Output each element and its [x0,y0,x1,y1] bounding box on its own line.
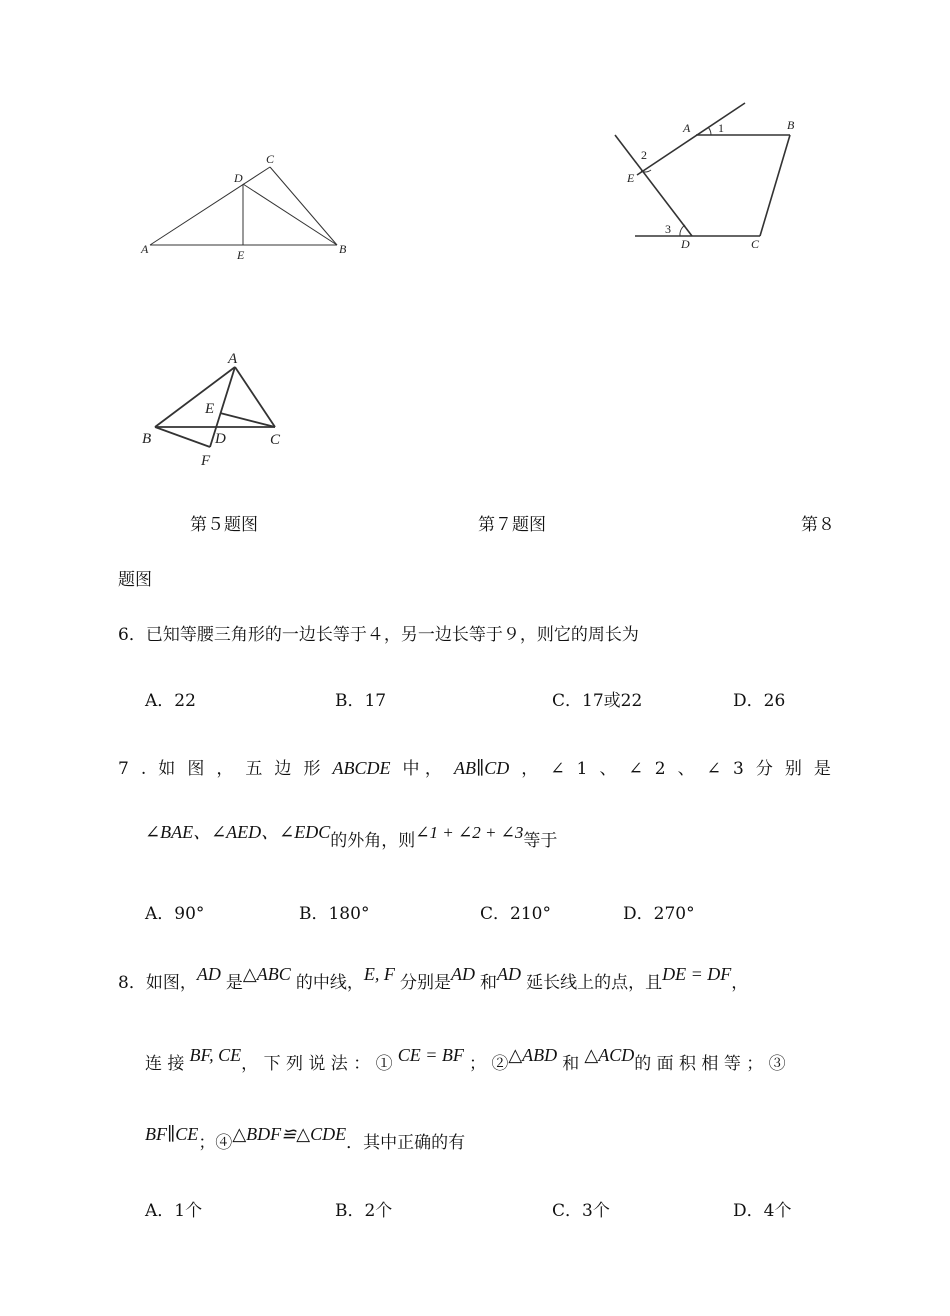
caption-fig8-part2: 题图 [118,570,152,590]
q6-option-b: B．17 [335,691,387,711]
q7-option-c: C．210° [480,904,551,924]
fig7-label-c: C [751,237,760,251]
q8-l2-ce-bf: CE = BF [397,1045,464,1065]
q7-angles-list: ∠BAE、∠AED、∠EDC [145,822,331,842]
q8-l3-b: ．其中正确的有 [346,1133,466,1153]
fig7-angle-3: 3 [665,222,671,236]
fig7-label-b: B [787,118,795,132]
q7-l1-t1: ∠ [550,759,565,779]
q8-l1-ef: E, F [363,964,395,984]
q7-l1-c0: 7 [118,759,129,779]
q8-line2 [145,1045,786,1074]
q8-l1-ad-2: AD [450,964,475,984]
q8-l2-b: ， 下 列 说 法 ： ① [241,1054,393,1074]
fig5-label-c: C [266,152,275,166]
q7-l1-t2: 1 [576,759,588,779]
q8-l1-a: 8．如图， [118,973,197,993]
figure-7 [605,95,810,260]
q8-option-d: D．4个 [733,1201,792,1221]
q8-l1-de-df: DE = DF [662,964,732,984]
q8-l2-a: 连 接 [145,1054,185,1074]
q7-option-a: A．90° [145,904,205,924]
q8-line3 [145,1124,466,1153]
q8-l2-triangle-acd: △ACD [584,1045,635,1065]
q7-line1 [118,754,831,779]
q8-l2-bf-ce: BF, CE [189,1045,242,1065]
q7-line2-text2: 等于 [523,831,558,851]
fig7-label-d: D [681,237,690,251]
fig8-label-d: D [215,431,226,447]
fig7-angle-2: 2 [641,148,647,162]
fig7-label-e: E [627,171,635,185]
q8-l1-e: 和 [480,973,498,993]
q8-l1-d: 分别是 [399,973,451,993]
figure-8 [135,345,295,470]
q7-pentagon-name: ABCDE [332,758,391,778]
fig5-label-e: E [237,248,245,262]
q7-l1-t5: 2 [654,759,666,779]
q7-line2-text1: 的外角，则 [330,831,416,851]
q7-l1-t11: 是 [813,759,831,779]
fig7-angle-1: 1 [718,121,724,135]
q8-l1-triangle-abc: △ABC [242,964,291,984]
q8-l2-c: ； ② [468,1054,509,1074]
q8-l1-g: ， [731,973,749,993]
q7-l1-t9: 分 [755,759,773,779]
caption-fig5: 第５题图 [190,515,258,535]
fig5-label-b: B [339,242,347,256]
fig8-label-b: B [142,431,152,447]
q8-l1-f: 延长线上的点，且 [526,973,663,993]
q7-l1-c5: 五 [245,759,263,779]
fig8-label-c: C [270,432,281,448]
caption-fig8-part1: 第８ [801,515,835,535]
q7-l1-c6: 边 [274,759,292,779]
q7-angle-sum: ∠1 + ∠2 + ∠3 [415,823,524,842]
q7-l1-c4: ， [216,759,234,779]
fig7-label-a: A [683,121,691,135]
q6-option-d: D．26 [733,691,786,711]
fig8-label-f: F [201,453,211,469]
q8-l3-congruent: △BDF≌△CDE [232,1124,347,1144]
q8-l1-b: 是 [225,973,243,993]
q7-l1-c7: 形 [303,759,321,779]
fig8-label-e: E [205,401,215,417]
q8-option-a: A．1个 [145,1201,203,1221]
q8-l2-triangle-abd: △ABD [508,1045,558,1065]
q8-option-b: B．2个 [335,1201,393,1221]
caption-fig7: 第７题图 [478,515,546,535]
q7-l1-c1: . [140,759,147,779]
q8-l2-d: 和 [562,1054,580,1074]
q8-l1-c: 的中线， [295,973,364,993]
q7-l1-t0: ， [521,759,539,779]
q7-line2 [145,822,558,852]
q7-l1-mid: 中 ， [402,759,442,779]
q8-l2-e: 的 面 积 相 等 ； ③ [634,1054,786,1074]
q7-option-b: B．180° [299,904,370,924]
q6-stem: 6．已知等腰三角形的一边长等于４，另一边长等于９，则它的周长为 [118,625,639,645]
q6-option-a: A．22 [145,691,196,711]
fig5-label-d: D [234,171,243,185]
q7-l1-t6: 、 [677,759,695,779]
q7-l1-c2: 如 [158,759,176,779]
q7-l1-t8: 3 [732,759,744,779]
q7-l1-t4: ∠ [628,759,643,779]
q8-l1-ad-3: AD [497,964,522,984]
q7-l1-t7: ∠ [706,759,721,779]
q6-option-c: C．17或22 [552,691,643,711]
q7-l1-c3: 图 [187,759,205,779]
figure-5 [130,145,360,270]
fig8-label-a: A [228,351,238,367]
q7-l1-t10: 别 [784,759,802,779]
fig5-label-a: A [141,242,149,256]
q7-l1-t3: 、 [599,759,617,779]
q8-line1 [118,964,831,993]
q8-l1-ad: AD [196,964,221,984]
q8-option-c: C．3个 [552,1201,610,1221]
q7-option-d: D．270° [623,904,695,924]
q8-l3-a: ；④ [198,1133,233,1153]
q7-parallel-ab-cd: AB∥CD [453,758,510,778]
q8-l3-bf-parallel-ce: BF∥CE [145,1124,199,1144]
